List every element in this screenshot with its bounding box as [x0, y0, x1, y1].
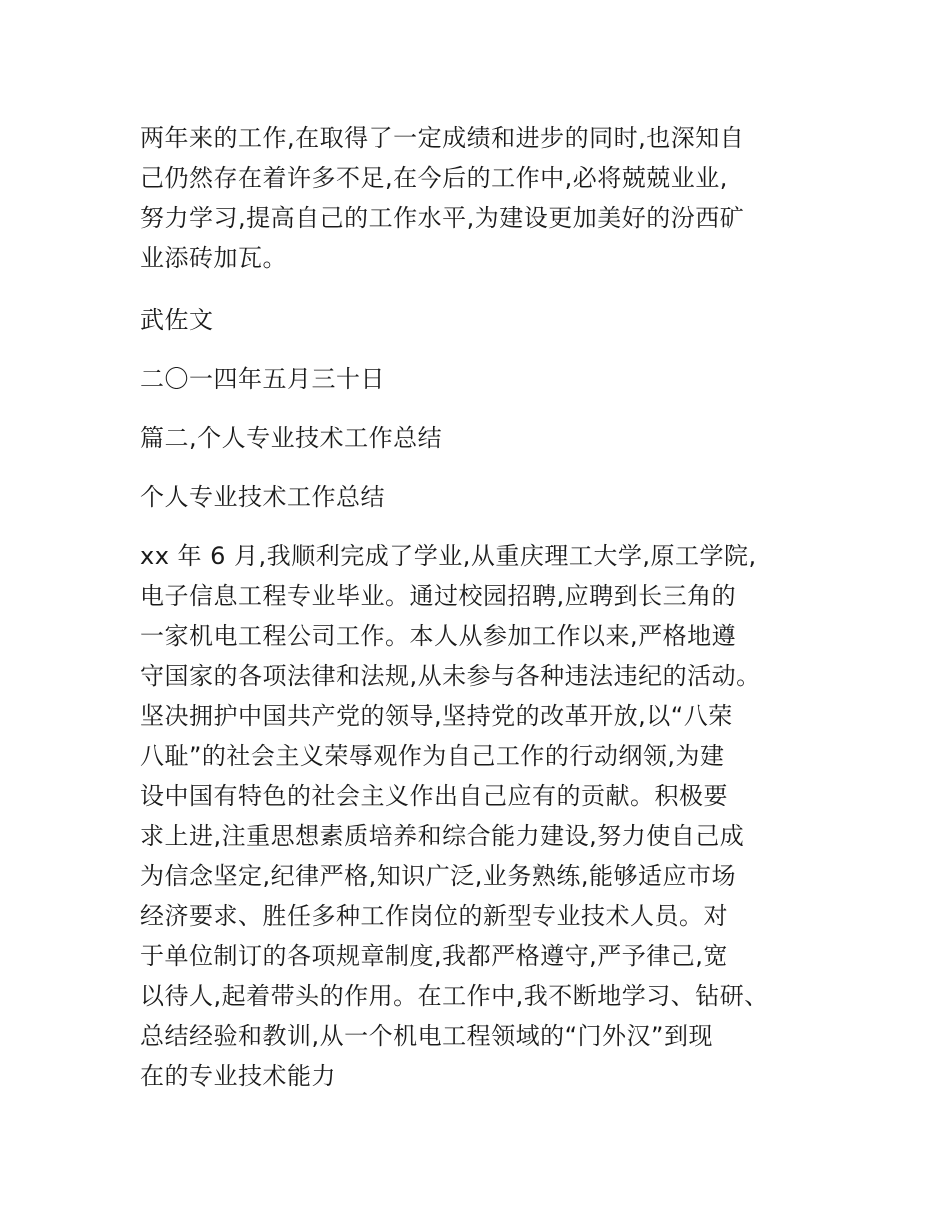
signature-date: 二〇一四年五月三十日 [140, 365, 385, 393]
paragraph-line: 总结经验和教训,从一个机电工程领域的“门外汉”到现 [140, 1022, 713, 1050]
paragraph-line: 为信念坚定,纪律严格,知识广泛,业务熟练,能够适应市场 [140, 862, 737, 890]
paragraph-line: xx 年 6 月,我顺利完成了学业,从重庆理工大学,原工学院, [140, 542, 757, 570]
paragraph-line: 以待人,起着带头的作用。在工作中,我不断地学习、钻研、 [140, 982, 769, 1010]
document-title: 个人专业技术工作总结 [140, 483, 385, 511]
paragraph-line: 设中国有特色的社会主义作出自己应有的贡献。积极要 [140, 782, 728, 810]
paragraph-line: 八耻”的社会主义荣辱观作为自己工作的行动纲领,为建 [140, 742, 725, 770]
paragraph-line: 求上进,注重思想素质培养和综合能力建设,努力使自己成 [140, 822, 745, 850]
paragraph-line: 于单位制订的各项规章制度,我都严格遵守,严予律己,宽 [140, 942, 728, 970]
paragraph-line: 业添砖加瓦。 [140, 244, 287, 272]
paragraph-line: 经济要求、胜任多种工作岗位的新型专业技术人员。对 [140, 902, 728, 930]
paragraph-line: 努力学习,提高自己的工作水平,为建设更加美好的汾西矿 [140, 204, 745, 232]
paragraph-line: 坚决拥护中国共产党的领导,坚持党的改革开放,以“八荣 [140, 702, 733, 730]
paragraph-line: 两年来的工作,在取得了一定成绩和进步的同时,也深知自 [140, 124, 745, 152]
paragraph-line: 在的专业技术能力 [140, 1062, 336, 1090]
paragraph-line: 己仍然存在着许多不足,在今后的工作中,必将兢兢业业, [140, 164, 728, 192]
paragraph-line: 守国家的各项法律和法规,从未参与各种违法违纪的活动。 [140, 662, 761, 690]
section-heading: 篇二,个人专业技术工作总结 [140, 424, 443, 452]
paragraph-line: 一家机电工程公司工作。本人从参加工作以来,严格地遵 [140, 622, 737, 650]
signature-name: 武佐文 [140, 306, 214, 334]
paragraph-line: 电子信息工程专业毕业。通过校园招聘,应聘到长三角的 [140, 582, 737, 610]
closing-paragraph [140, 118, 820, 278]
body-paragraph [140, 536, 820, 1096]
